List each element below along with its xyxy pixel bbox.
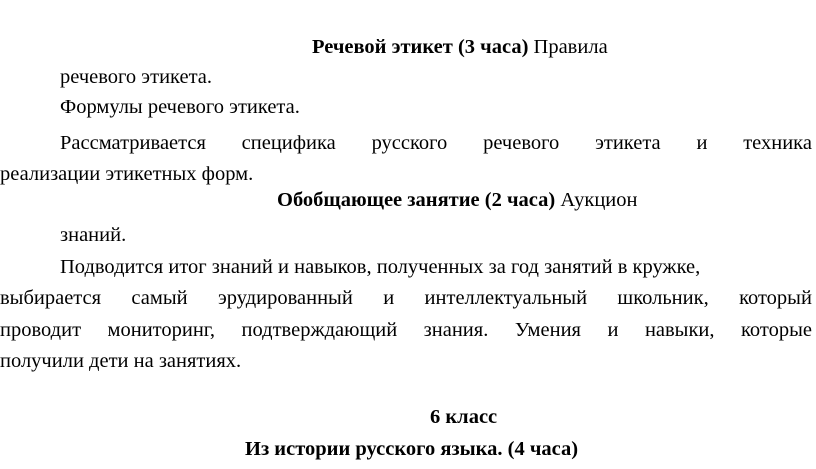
word: эрудированный [217, 287, 353, 309]
text-line: знаний. [60, 224, 127, 246]
heading-speech-etiquette [312, 33, 608, 61]
word: подтверждающий [241, 319, 398, 341]
word: специфика [241, 132, 336, 154]
word: выбирается [0, 287, 102, 309]
word: и [383, 287, 395, 309]
paragraph-line: Подводится итог знаний и навыков, полученных за год занятий в кружке, [60, 256, 701, 278]
word: и [607, 319, 619, 341]
word: школьник, [617, 287, 709, 309]
word: и [696, 132, 708, 154]
word: этикета [595, 132, 661, 154]
paragraph-line-justified [0, 284, 812, 312]
word: мониторинг, [107, 319, 216, 341]
word: которые [741, 319, 812, 341]
word: Рассматривается [60, 132, 206, 154]
heading-summary-lesson [277, 186, 638, 214]
section-heading: Из истории русского языка. (4 часа) [245, 438, 579, 460]
word: техника [743, 132, 812, 154]
heading-continuation: Правила [533, 36, 608, 58]
grade-heading: 6 класс [430, 406, 498, 428]
heading-title: Обобщающее занятие (2 часа) [277, 189, 556, 211]
paragraph-tail: реализации этикетных форм. [0, 163, 254, 185]
word: самый [131, 287, 188, 309]
paragraph-line-justified [0, 316, 812, 344]
heading-title: Речевой этикет (3 часа) [312, 36, 529, 58]
paragraph-tail: получили дети на занятиях. [0, 350, 242, 372]
word: знания. [423, 319, 489, 341]
word: навыки, [644, 319, 715, 341]
word: который [739, 287, 812, 309]
paragraph-line-justified [0, 129, 812, 157]
word: проводит [0, 319, 82, 341]
word: речевого [483, 132, 560, 154]
word: русского [371, 132, 448, 154]
word: интеллектуальный [424, 287, 588, 309]
heading-continuation: Аукцион [560, 189, 638, 211]
word: Умения [514, 319, 581, 341]
text-line: речевого этикета. [60, 66, 213, 88]
text-line: Формулы речевого этикета. [60, 96, 300, 118]
